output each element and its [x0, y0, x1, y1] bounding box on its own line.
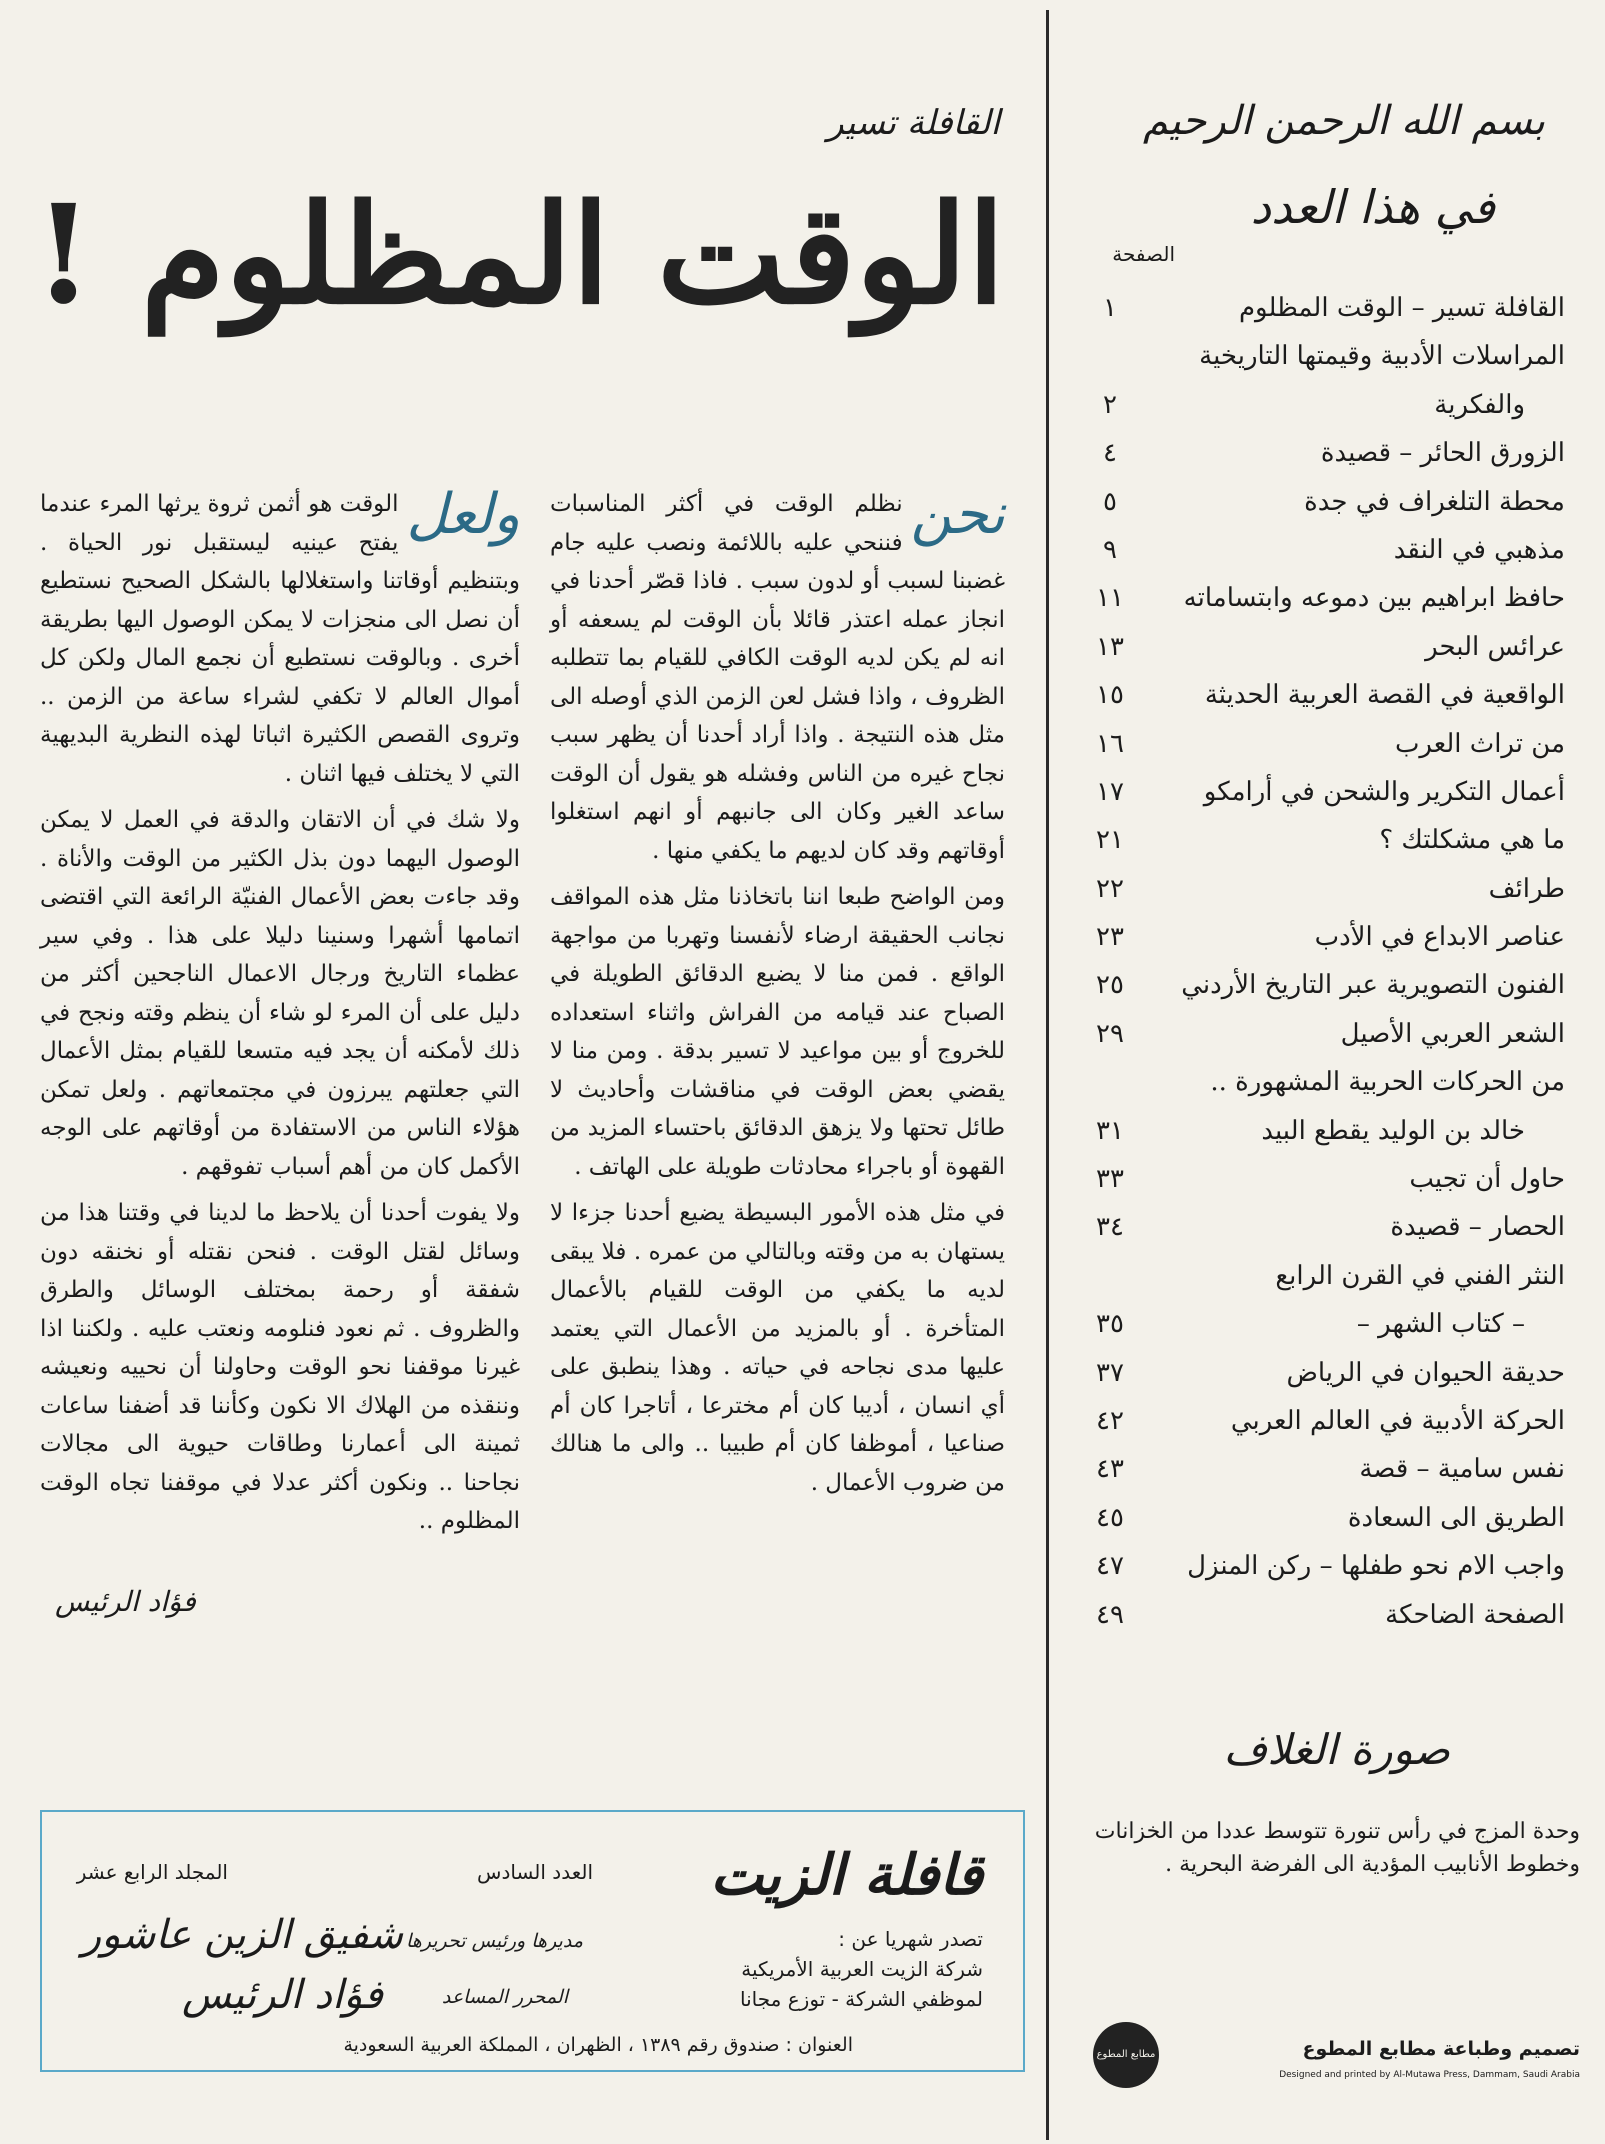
toc-row [1065, 284, 1565, 332]
author-signature: فؤاد الرئيس [55, 1585, 196, 1618]
basmala: بسم الله الرحمن الرحيم [1142, 98, 1545, 144]
toc-page-number: ٥ [1103, 486, 1117, 517]
toc-row [1065, 429, 1565, 477]
assistant-editor-title: المحرر المساعد [441, 1986, 568, 2008]
toc-title: الطريق الى السعادة [1347, 1502, 1565, 1533]
toc-row [1065, 1107, 1565, 1155]
toc-title: الصفحة الضاحكة [1385, 1599, 1565, 1630]
toc-title: – كتاب الشهر – [1356, 1309, 1525, 1340]
printer-credit: تصميم وطباعة مطابع المطوع [1302, 2038, 1580, 2060]
toc-title: طرائف [1488, 873, 1565, 904]
toc-row [1065, 1397, 1565, 1445]
paragraph: الوقت هو أثمن ثروة يرثها المرء عندما يفتح عينيه ليستقبل نور الحياة . وبتنظيم أوقاتنا واستغلالها بالشكل الصحيح نستطيع أن نصل الى منجزات لا يمكن الوصول اليها بطريقة أخرى . وبالوقت نستطيع أن نجمع المال ولكن كل أموال العالم لا تكفي لشراء ساعة من الزمن .. وتروى القصص الكثيرة اثباتا لهذه النظرية البديهية التي لا يختلف فيها اثنان . [40, 491, 520, 787]
editor-name: شفيق الزين عاشور [81, 1912, 403, 1958]
toc-row [1065, 1542, 1565, 1590]
toc-page-number: ٣٧ [1096, 1357, 1124, 1388]
toc-title: عرائس البحر [1425, 631, 1565, 662]
toc-title: خالد بن الوليد يقطع البيد [1261, 1115, 1525, 1146]
toc-title: أعمال التكرير والشحن في أرامكو [1203, 776, 1565, 807]
toc-title: من الحركات الحربية المشهورة .. [1210, 1067, 1565, 1098]
toc-page-number: ٩ [1103, 534, 1117, 565]
toc-page-number: ٢ [1103, 389, 1117, 420]
toc-row [1065, 381, 1565, 429]
toc-page-number: ٢٩ [1096, 1018, 1124, 1049]
toc-title: حديقة الحيوان في الرياض [1286, 1357, 1565, 1388]
toc-row [1065, 526, 1565, 574]
column-divider [1046, 10, 1049, 2140]
masthead-box [40, 1810, 1025, 2072]
toc-title: مذهبي في النقد [1393, 534, 1565, 565]
toc-title: الشعر العربي الأصيل [1340, 1018, 1565, 1049]
toc-title: نفس سامية – قصة [1359, 1454, 1565, 1485]
publisher-info [740, 1924, 983, 2014]
dropcap-right: نحن [910, 482, 1005, 547]
toc-title: محطة التلغراف في جدة [1304, 486, 1565, 517]
toc-row [1065, 1203, 1565, 1251]
printer-logo [1093, 2022, 1159, 2088]
toc-title: الزورق الحائر – قصيدة [1320, 438, 1565, 469]
dropcap-left: ولعل [406, 482, 520, 547]
toc-title: النثر الفني في القرن الرابع [1275, 1260, 1565, 1291]
toc-page-number: ١٧ [1096, 776, 1124, 807]
toc-row [1065, 1155, 1565, 1203]
toc-row [1065, 671, 1565, 719]
toc-page-number: ٢٣ [1096, 922, 1124, 953]
toc-row [1065, 961, 1565, 1009]
toc-page-number: ١١ [1096, 583, 1124, 614]
page-column-label: الصفحة [1112, 242, 1175, 266]
toc-row [1065, 1058, 1565, 1106]
publisher-line: لموظفي الشركة - توزع مجانا [740, 1987, 983, 2011]
toc-title: ما هي مشكلتك ؟ [1379, 825, 1565, 856]
toc-title: الفنون التصويرية عبر التاريخ الأردني [1181, 970, 1565, 1001]
toc-title: حافظ ابراهيم بين دموعه وابتساماته [1183, 583, 1565, 614]
toc-page-number: ٤ [1103, 438, 1117, 469]
toc-page-number: ٢٥ [1096, 970, 1124, 1001]
article-column-right [550, 482, 1005, 1510]
toc-page-number: ٣١ [1096, 1115, 1124, 1146]
toc-title: واجب الام نحو طفلها – ركن المنزل [1187, 1551, 1565, 1582]
toc-page-number: ١٣ [1096, 631, 1124, 662]
toc-page-number: ١ [1103, 293, 1117, 323]
toc-page-number: ٤٥ [1096, 1502, 1124, 1533]
toc-title: الحركة الأدبية في العالم العربي [1230, 1405, 1565, 1436]
printer-credit-english: Designed and printed by Al-Mutawa Press, Dammam, Saudi Arabia [1279, 2070, 1580, 2080]
toc-row [1065, 574, 1565, 622]
toc-title: من تراث العرب [1394, 728, 1565, 759]
article-column-left [40, 482, 520, 1549]
headline: الوقت المظلوم ! [33, 175, 1005, 335]
toc-row [1065, 768, 1565, 816]
toc-title: الواقعية في القصة العربية الحديثة [1204, 680, 1565, 711]
toc-row [1065, 1349, 1565, 1397]
toc-page-number: ٣٤ [1096, 1212, 1124, 1243]
paragraph: ومن الواضح طبعا اننا باتخاذنا مثل هذه المواقف نجانب الحقيقة ارضاء لأنفسنا وتهربا من مواجهة الواقع . فمن منا لا يضيع الدقائق الطويلة في الصباح عند قيامه من الفراش واثناء استعداده للخروج أو بين مواعيد لا تسير بدقة . ومن منا لا يقضي بعض الوقت في مناقشات وأحاديث لا طائل تحتها ولا يزهق الدقائق باحتساء المزيد من القهوة أو باجراء محادثات طويلة على الهاتف . [550, 884, 1005, 1180]
paragraph: ولا يفوت أحدنا أن يلاحظ ما لدينا في وقتنا هذا من وسائل لقتل الوقت . فنحن نقتله أو نخنقه دون شفقة أو رحمة بمختلف الوسائل والطرق والظروف . ثم نعود فنلومه ونعتب عليه . ولكننا اذا غيرنا موقفنا نحو الوقت وحاولنا أن نحييه ونعيشه وننقذه من الهلاك الا نكون وكأننا قد أضفنا ساعات ثمينة الى أعمارنا وطاقات حيوية الى مجالات نجاحنا .. ونكون أكثر عدلا في موقفنا تجاه الوقت المظلوم .. [40, 1200, 520, 1534]
paragraph: ولا شك في أن الاتقان والدقة في العمل لا يمكن الوصول اليهما دون بذل الكثير من الوقت والأناة . وقد جاءت بعض الأعمال الفنيّة الرائعة التي اقتضى اتمامها أشهرا وسنينا دليلا على هذا . وفي سير عظماء التاريخ ورجال الاعمال الناجحين أكثر من دليل على أن المرء لو شاء أن ينظم وقته ونجح في ذلك لأمكنه أن يجد فيه متسعا للقيام بمثل الأعمال التي جعلتهم يبرزون في مجتمعاتهم . ولعل تمكن هؤلاء الناس من الاستفادة من أوقاتهم على الوجه الأكمل كان من أهم أسباب تفوقهم . [40, 807, 520, 1180]
cover-heading: صورة الغلاف [1223, 1725, 1450, 1774]
toc-row [1065, 1494, 1565, 1542]
toc-row [1065, 1445, 1565, 1493]
toc-page-number: ٤٩ [1096, 1599, 1124, 1630]
toc-row [1065, 1591, 1565, 1639]
paragraph: في مثل هذه الأمور البسيطة يضيع أحدنا جزءا لا يستهان به من وقته وبالتالي من عمره . فلا يبقى لديه ما يكفي من الوقت للقيام بالأعمال المتأخرة . أو بالمزيد من الأعمال التي يعتمد عليها مدى نجاحه في حياته . وهذا ينطبق على أي انسان ، أديبا كان أم مخترعا ، أتاجرا كان أم صناعيا ، أموظفا كان أم طبيبا .. والى ما هنالك من ضروب الأعمال . [550, 1200, 1005, 1496]
paragraph: نظلم الوقت في أكثر المناسبات فننحي عليه باللائمة ونصب عليه جام غضبنا لسبب أو لدون سبب . فاذا قصّر أحدنا في انجاز عمله اعتذر قائلا بأن الوقت لم يسعفه أو انه لم يكن لديه الوقت الكافي للقيام بما تتطلبه الظروف ، واذا فشل لعن الزمن الذي أوصله الى مثل هذه النتيجة . واذا أراد أحدنا أن يظهر سبب نجاح غيره من الناس وفشله هو يقول أن الوقت ساعد الغير وكان الى جانبهم أو انهم استغلوا أوقاتهم وقد كان لديهم ما يكفي منها . [550, 491, 1005, 864]
toc-row [1065, 623, 1565, 671]
toc-title: الحصار – قصيدة [1390, 1212, 1565, 1243]
toc-row [1065, 816, 1565, 864]
cover-description: وحدة المزج في رأس تنورة تتوسط عددا من الخزانات وخطوط الأنابيب المؤدية الى الفرضة البحرية . [1094, 1819, 1580, 1877]
toc-title: القافلة تسير – الوقت المظلوم [1238, 293, 1565, 323]
toc-row [1065, 1010, 1565, 1058]
series-title: القافلة تسير [827, 103, 1000, 143]
editor-title: مديرها ورئيس تحريرها [405, 1930, 583, 1952]
toc-row [1065, 1300, 1565, 1348]
publisher-line: شركة الزيت العربية الأمريكية [741, 1957, 983, 1981]
table-of-contents [1065, 284, 1565, 1639]
toc-page-number: ١٥ [1096, 680, 1124, 711]
toc-page-number: ٢٢ [1096, 873, 1124, 904]
toc-page-number: ٣٣ [1096, 1164, 1124, 1195]
toc-title: عناصر الابداع في الأدب [1314, 922, 1565, 953]
postal-address: العنوان : صندوق رقم ١٣٨٩ ، الظهران ، المملكة العربية السعودية [343, 2034, 853, 2056]
toc-page-number: ٣٥ [1096, 1309, 1124, 1340]
assistant-editor-name: فؤاد الرئيس [182, 1972, 383, 2018]
toc-page-number: ٤٣ [1096, 1454, 1124, 1485]
issue-number: العدد السادس [477, 1860, 593, 1884]
toc-page-number: ٤٢ [1096, 1405, 1124, 1436]
toc-row [1065, 478, 1565, 526]
toc-page-number: ٢١ [1096, 825, 1124, 856]
sidebar [1053, 0, 1605, 2144]
toc-row [1065, 720, 1565, 768]
magazine-name: قافلة الزيت [710, 1842, 983, 1908]
toc-title: والفكرية [1434, 389, 1525, 420]
publisher-line: تصدر شهريا عن : [838, 1927, 983, 1951]
printer-logo-text: مطابع المطوع [1096, 2049, 1156, 2060]
volume-number: المجلد الرابع عشر [76, 1860, 228, 1884]
in-this-issue-heading: في هذا العدد [1250, 180, 1495, 234]
toc-title: حاول أن تجيب [1409, 1164, 1565, 1195]
toc-title: المراسلات الأدبية وقيمتها التاريخية [1199, 341, 1565, 372]
toc-page-number: ٤٧ [1096, 1551, 1124, 1582]
toc-row [1065, 332, 1565, 380]
toc-row [1065, 913, 1565, 961]
toc-row [1065, 865, 1565, 913]
toc-row [1065, 1252, 1565, 1300]
toc-page-number: ١٦ [1096, 728, 1124, 759]
